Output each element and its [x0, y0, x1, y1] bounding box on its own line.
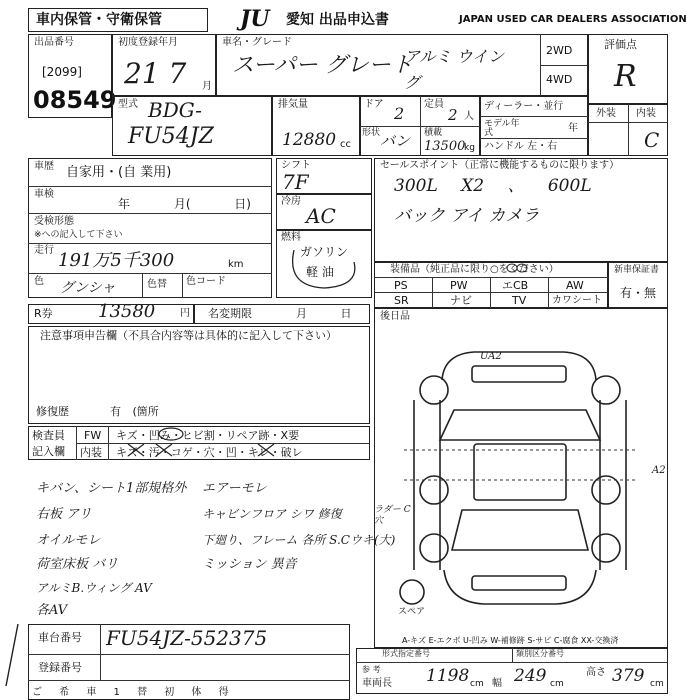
- load-value: 13500: [424, 139, 466, 154]
- equipment-pw: PW: [450, 279, 468, 292]
- ju-logo: JU: [240, 6, 270, 32]
- type-label: 型式: [118, 99, 138, 110]
- equipment-ps: PS: [394, 279, 408, 292]
- interior-label: 内装: [636, 108, 656, 119]
- aftermarket-label: 後日品: [380, 311, 410, 322]
- color-label: 色: [34, 276, 44, 287]
- color-divider-1: [142, 273, 143, 298]
- first-reg-label: 初度登録年月: [118, 37, 178, 48]
- capacity-label: 定員: [424, 99, 444, 110]
- recycle-unit: 円: [180, 308, 190, 319]
- length-unit: cm: [470, 679, 484, 689]
- type-value-2: FU54JZ: [128, 124, 214, 149]
- chassis-divider: [100, 624, 101, 680]
- load-unit: kg: [464, 143, 475, 153]
- fuel-diesel: 軽 油: [306, 265, 334, 279]
- color-code-label: 色コード: [186, 276, 226, 287]
- recycle-label: R券: [34, 307, 53, 320]
- repair-label: 修復歴: [36, 405, 69, 418]
- dimensions-divider: [512, 648, 513, 662]
- height-value: 379: [612, 666, 645, 686]
- model-extra: アルミ ウイング: [404, 47, 504, 92]
- ext-int-divider: [628, 104, 629, 156]
- name-change-label: 名変期限: [208, 307, 252, 320]
- inspection-divider: [28, 213, 272, 214]
- chassis-hdivider-2: [28, 680, 350, 681]
- pen-mark: [0, 620, 28, 690]
- vehicle-diagram: [374, 340, 668, 640]
- body-value: バン: [380, 132, 411, 150]
- notes-label: 注意事項申告欄（不具合内容等は具体的に記入して下さい）: [40, 329, 337, 342]
- dim-ref-label: 参 考: [362, 665, 381, 674]
- width-value: 249: [514, 666, 547, 686]
- inspector-label: 検査員: [32, 429, 65, 442]
- form-title: 愛知 出品申込書: [286, 12, 389, 28]
- doors-label: ドア: [364, 99, 384, 110]
- dealer-label: ディーラー・並行: [484, 101, 564, 112]
- shift-label: シフト: [281, 160, 311, 171]
- drive-4wd: 4WD: [546, 73, 573, 86]
- storage-label: 車内保管・守衛保管: [36, 12, 162, 28]
- diagram-mark-ua2: UA2: [480, 351, 502, 362]
- class-label: 類別区分番号: [516, 649, 564, 658]
- cert-label: 形式指定番号: [382, 649, 430, 658]
- shift-value: 7F: [282, 170, 309, 194]
- damage-legend: A-キズ E-エクボ U-凹み W-補修跡 S-サビ C-腐食 XX-交換済: [402, 636, 619, 645]
- receive-divider: [28, 243, 272, 244]
- ext-int-hdivider: [588, 122, 668, 123]
- lot-number: 08549: [33, 86, 117, 114]
- diagram-mark-ladder: ラダー C穴: [374, 505, 411, 526]
- chassis-hdivider: [28, 654, 350, 655]
- sales-points-label: セールスポイント（正常に機能するものに限ります）: [380, 160, 620, 171]
- color-divider-2: [182, 273, 183, 298]
- new-car-value: 有・無: [620, 286, 657, 300]
- remark-6: 下廻り、フレーム 各所 S.Cウキ(大): [202, 533, 396, 547]
- remark-4: キャビンフロア シワ 修復: [202, 507, 342, 521]
- fw-label: FW: [84, 429, 102, 442]
- first-reg-unit: 月: [202, 81, 212, 92]
- sales-point-line-2: バック アイ カメラ: [394, 206, 540, 226]
- equipment-ecb: エCB: [502, 279, 529, 292]
- model-year-unit: 年: [568, 123, 578, 134]
- doors-divider: [420, 96, 421, 126]
- mileage-value: 191万5千300: [58, 250, 175, 271]
- grade-label: 評価点: [604, 38, 637, 51]
- model-grade-label: 車名・グレード: [222, 37, 292, 48]
- remark-2: エアーモレ: [202, 481, 267, 496]
- chassis-value: FU54JZ-552375: [106, 626, 268, 650]
- recycle-value: 13580: [98, 301, 156, 322]
- diagram-mark-a2: A2: [652, 465, 666, 476]
- capacity-value: 2: [448, 106, 458, 124]
- remark-7: 荷室床板 バリ: [36, 557, 119, 572]
- capacity-unit: 人: [464, 111, 474, 122]
- remark-5: オイルモレ: [36, 533, 101, 548]
- model-year-label: モデル年式: [484, 119, 520, 138]
- remark-3: 右板 アリ: [36, 507, 92, 522]
- body-label: 形状: [362, 128, 381, 138]
- history-label: 車歴: [34, 161, 54, 172]
- dealer-hdivider-2: [480, 138, 588, 139]
- width-unit: cm: [550, 679, 564, 689]
- height-unit: cm: [650, 679, 664, 689]
- lot-code: [2099]: [42, 65, 82, 79]
- history-value: 自家用・(自 業用): [66, 165, 172, 180]
- sales-point-line-1: 300L X2 、 600L: [394, 176, 592, 196]
- displacement-value: 12880: [282, 130, 337, 150]
- receive-note: ※への記入して下さい: [34, 230, 123, 240]
- color-value: グンシャ: [60, 280, 116, 296]
- registration-label: 登録番号: [38, 661, 82, 674]
- fuel-label: 燃料: [281, 232, 301, 243]
- inspection-value: 年 月( 日): [118, 197, 251, 211]
- grade-value: R: [614, 59, 637, 94]
- equipment-navi: ナビ: [450, 294, 472, 307]
- mileage-divider: [28, 273, 272, 274]
- inspector-entry-label: 記入欄: [32, 445, 65, 458]
- chassis-label: 車台番号: [38, 631, 82, 644]
- fuel-circle-mark: [284, 236, 364, 296]
- first-reg-value: 21 7: [124, 57, 187, 90]
- equipment-seat: カワシート: [552, 295, 602, 306]
- fuel-gas: ガソリン: [300, 245, 349, 259]
- mileage-label: 走行: [34, 245, 54, 256]
- repair-value: 有 (箇所: [110, 405, 159, 418]
- length-value: 1198: [426, 666, 470, 686]
- width-label: 幅: [492, 678, 502, 689]
- length-label: 車両長: [362, 678, 392, 689]
- inner-items: キズ・汚・コゲ・穴・凹・キレ・破レ: [116, 446, 303, 459]
- equipment-circle-marks: [374, 262, 608, 308]
- remark-9: アルミB.ウィング AV: [36, 581, 152, 595]
- inner-label: 内装: [80, 446, 102, 459]
- mileage-unit: km: [228, 259, 244, 270]
- equipment-aw: AW: [566, 279, 584, 292]
- bottom-strip: ご 希 車 1 替 初 体 得: [32, 687, 229, 698]
- equipment-sr: SR: [394, 294, 409, 307]
- remark-10: 各AV: [36, 603, 68, 618]
- name-change-value: 月 日: [296, 307, 352, 320]
- cooler-label: 冷房: [281, 196, 301, 207]
- body-divider: [420, 126, 421, 156]
- fw-items: キズ・凹み・ヒビ割・リペア跡・X要: [116, 429, 300, 442]
- doors-value: 2: [394, 104, 405, 123]
- inspector-marks: [108, 426, 370, 460]
- type-value-1: BDG-: [148, 98, 202, 122]
- spare-label: スペア: [398, 607, 426, 617]
- remark-1: キバン、シート1部規格外: [36, 481, 187, 496]
- receive-label: 受検形態: [34, 216, 74, 227]
- color-mark: 色替: [147, 279, 167, 290]
- drive-hdivider: [540, 65, 588, 66]
- height-label: 高さ: [586, 667, 606, 678]
- equipment-tv: TV: [512, 294, 527, 307]
- dealer-hdivider-1: [480, 116, 588, 117]
- remark-8: ミッション 異音: [202, 557, 297, 572]
- history-divider: [28, 186, 272, 187]
- interior-value: C: [644, 128, 660, 152]
- displacement-label: 排気量: [278, 99, 308, 110]
- association-name: JAPAN USED CAR DEALERS ASSOCIATION: [459, 14, 687, 25]
- inspection-label: 車検: [34, 189, 54, 200]
- displacement-unit: cc: [340, 139, 351, 150]
- lot-number-label: 出品番号: [34, 37, 74, 48]
- drive-2wd: 2WD: [546, 44, 573, 57]
- equipment-label: 装備品（純正品に限り○をください）: [390, 264, 559, 275]
- cooler-value: AC: [306, 204, 336, 228]
- model-name: スーパー グレート: [232, 53, 413, 78]
- dimensions-hdivider: [356, 662, 668, 663]
- exterior-label: 外装: [596, 108, 616, 119]
- load-label: 積載: [424, 128, 443, 138]
- handle-label: ハンドル 左・右: [484, 141, 558, 152]
- new-car-label: 新車保証書: [614, 265, 660, 275]
